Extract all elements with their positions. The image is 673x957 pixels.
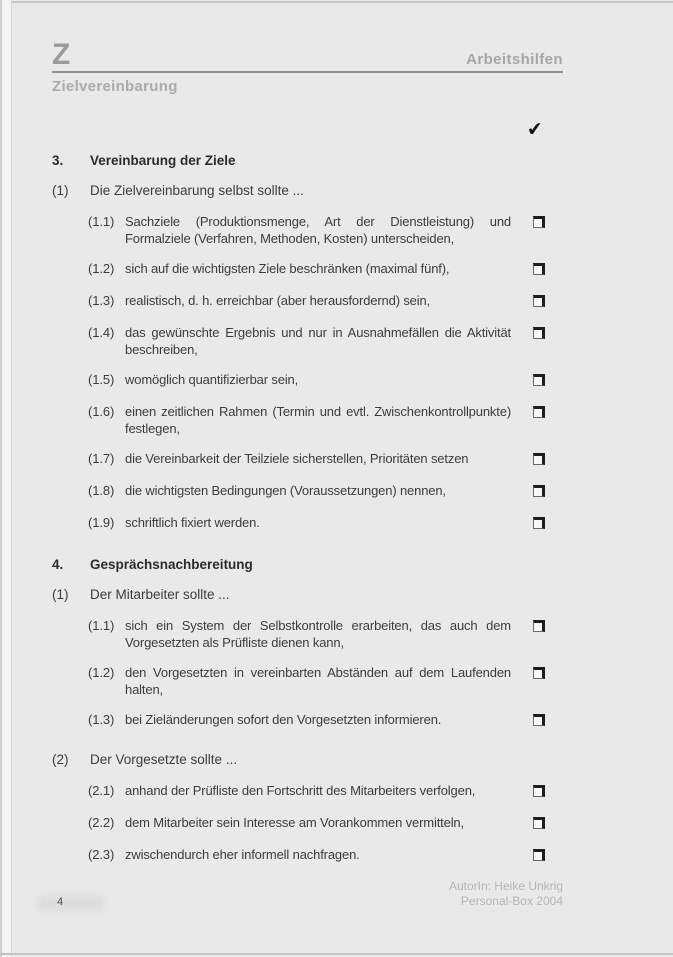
item-number: (2.1): [88, 783, 115, 798]
checkbox-icon[interactable]: [533, 263, 545, 275]
group-intro-text: Die Zielvereinbarung selbst sollte ...: [90, 183, 304, 198]
checkbox-cell: [511, 711, 563, 730]
item-number: (1.5): [88, 372, 115, 387]
checklist-item: [88, 371, 563, 390]
section-heading: [52, 556, 563, 574]
page-number: 4: [57, 896, 64, 908]
checklist-item: [88, 514, 563, 533]
checkbox-icon[interactable]: [533, 517, 545, 529]
checkbox-cell: [511, 617, 563, 651]
checkbox-cell: [511, 514, 563, 533]
item-text: dem Mitarbeiter sein Interesse am Vorankommen vermitteln,: [125, 815, 464, 830]
checklist-item: [88, 324, 563, 358]
checkbox-icon[interactable]: [533, 406, 545, 418]
section-number: 4.: [52, 557, 64, 572]
item-text: die wichtigsten Bedingungen (Voraussetzungen) nennen,: [125, 483, 446, 498]
checklist-item: [88, 482, 563, 501]
page-header: [52, 0, 563, 95]
checkbox-cell: [511, 846, 563, 865]
author-line: AutorIn: Heike Unkrig: [448, 879, 563, 893]
group-intro: [52, 751, 563, 768]
checkbox-cell: [511, 292, 563, 311]
item-number: (1.8): [88, 483, 115, 498]
item-number: (2.2): [88, 815, 115, 830]
source-line: Personal-Box 2004: [460, 894, 563, 908]
item-number: (1.1): [88, 618, 115, 633]
checkbox-cell: [511, 482, 563, 501]
item-number: (1.2): [88, 665, 115, 680]
item-number: (1.3): [88, 712, 115, 727]
checklist-item: [88, 292, 563, 311]
checkmark-row: [52, 118, 563, 141]
checklist-item: [88, 711, 563, 730]
checklist-item: [88, 403, 563, 437]
checkbox-icon[interactable]: [533, 374, 545, 386]
checklist-item: [88, 664, 563, 698]
group-number: (1): [52, 183, 69, 198]
section-title: Vereinbarung der Ziele: [90, 153, 236, 168]
item-text: zwischendurch eher informell nachfragen.: [125, 847, 360, 862]
header-rule-row: [52, 38, 563, 73]
checkbox-icon[interactable]: [533, 667, 545, 679]
item-text: das gewünschte Ergebnis und nur in Ausnahmefällen die Aktivität beschreiben,: [125, 325, 511, 357]
section-title: Gesprächsnachbereitung: [90, 557, 253, 572]
checklist-item: [88, 617, 563, 651]
checkbox-icon[interactable]: [533, 295, 545, 307]
scan-edge-bottom: [0, 953, 673, 955]
checkbox-cell: [511, 324, 563, 358]
group-number: (2): [52, 752, 69, 767]
checkbox-icon[interactable]: [533, 216, 545, 228]
item-number: (1.4): [88, 325, 115, 340]
checklist-item: [88, 846, 563, 865]
checkbox-icon[interactable]: [533, 327, 545, 339]
item-number: (1.1): [88, 214, 115, 229]
checkbox-cell: [511, 260, 563, 279]
page-title: Zielvereinbarung: [52, 78, 178, 95]
checklist-item: [88, 814, 563, 833]
item-text: realistisch, d. h. erreichbar (aber herausfordernd) sein,: [125, 293, 431, 308]
item-number: (1.3): [88, 293, 115, 308]
section-heading: [52, 152, 563, 170]
item-text: einen zeitlichen Rahmen (Termin und evtl. Zwischenkontrollpunkte) festlegen,: [125, 404, 511, 436]
document-page: [52, 0, 563, 865]
checkbox-icon[interactable]: [533, 714, 545, 726]
group-intro-text: Der Vorgesetzte sollte ...: [90, 752, 238, 767]
checklist-item: [88, 450, 563, 469]
item-number: (1.9): [88, 515, 115, 530]
logo-letter: Z: [52, 38, 71, 71]
group-intro: [52, 586, 563, 603]
item-text: bei Zieländerungen sofort den Vorgesetzten informieren.: [125, 712, 442, 727]
item-text: anhand der Prüfliste den Fortschritt des Mitarbeiters verfolgen,: [125, 783, 476, 798]
item-number: (1.7): [88, 451, 115, 466]
scan-edge-left-thin: [11, 0, 12, 957]
group-intro: [52, 182, 563, 199]
checklist-item: [88, 260, 563, 279]
checkbox-cell: [511, 782, 563, 801]
checkbox-cell: [511, 403, 563, 437]
footer-credits: [449, 879, 563, 909]
checkmark-icon: ✔: [526, 118, 544, 141]
item-text: die Vereinbarkeit der Teilziele sicherstellen, Prioritäten setzen: [125, 451, 469, 466]
group-number: (1): [52, 587, 69, 602]
item-text: Sachziele (Produktionsmenge, Art der Dienstleistung) und Formalziele (Verfahren, Methoden, Kosten) unterscheiden,: [125, 214, 511, 246]
checkbox-icon[interactable]: [533, 817, 545, 829]
item-text: den Vorgesetzten in vereinbarten Abständen auf dem Laufenden halten,: [125, 665, 511, 697]
checkbox-cell: [511, 213, 563, 247]
checkbox-icon[interactable]: [533, 785, 545, 797]
item-text: schriftlich fixiert werden.: [125, 515, 260, 530]
checkbox-cell: [511, 664, 563, 698]
section-number: 3.: [52, 153, 64, 168]
checkbox-cell: [511, 450, 563, 469]
item-text: sich ein System der Selbstkontrolle erarbeiten, das auch dem Vorgesetzten als Prüfliste dienen kann,: [125, 618, 511, 650]
item-number: (1.2): [88, 261, 115, 276]
item-number: (1.6): [88, 404, 115, 419]
category-label: Arbeitshilfen: [466, 51, 563, 68]
item-text: womöglich quantifizierbar sein,: [125, 372, 299, 387]
checkbox-cell: [511, 371, 563, 390]
item-text: sich auf die wichtigsten Ziele beschränken (maximal fünf),: [125, 261, 450, 276]
checkbox-icon[interactable]: [533, 620, 545, 632]
item-number: (2.3): [88, 847, 115, 862]
checklist-item: [88, 213, 563, 247]
watermark-smudge: [38, 896, 104, 911]
group-intro-text: Der Mitarbeiter sollte ...: [90, 587, 230, 602]
checkbox-icon[interactable]: [533, 849, 545, 861]
checklist-item: [88, 782, 563, 801]
checkbox-icon[interactable]: [533, 453, 545, 465]
checkbox-cell: [511, 814, 563, 833]
checkbox-icon[interactable]: [533, 485, 545, 497]
scan-edge-left-strip: [2, 0, 11, 957]
